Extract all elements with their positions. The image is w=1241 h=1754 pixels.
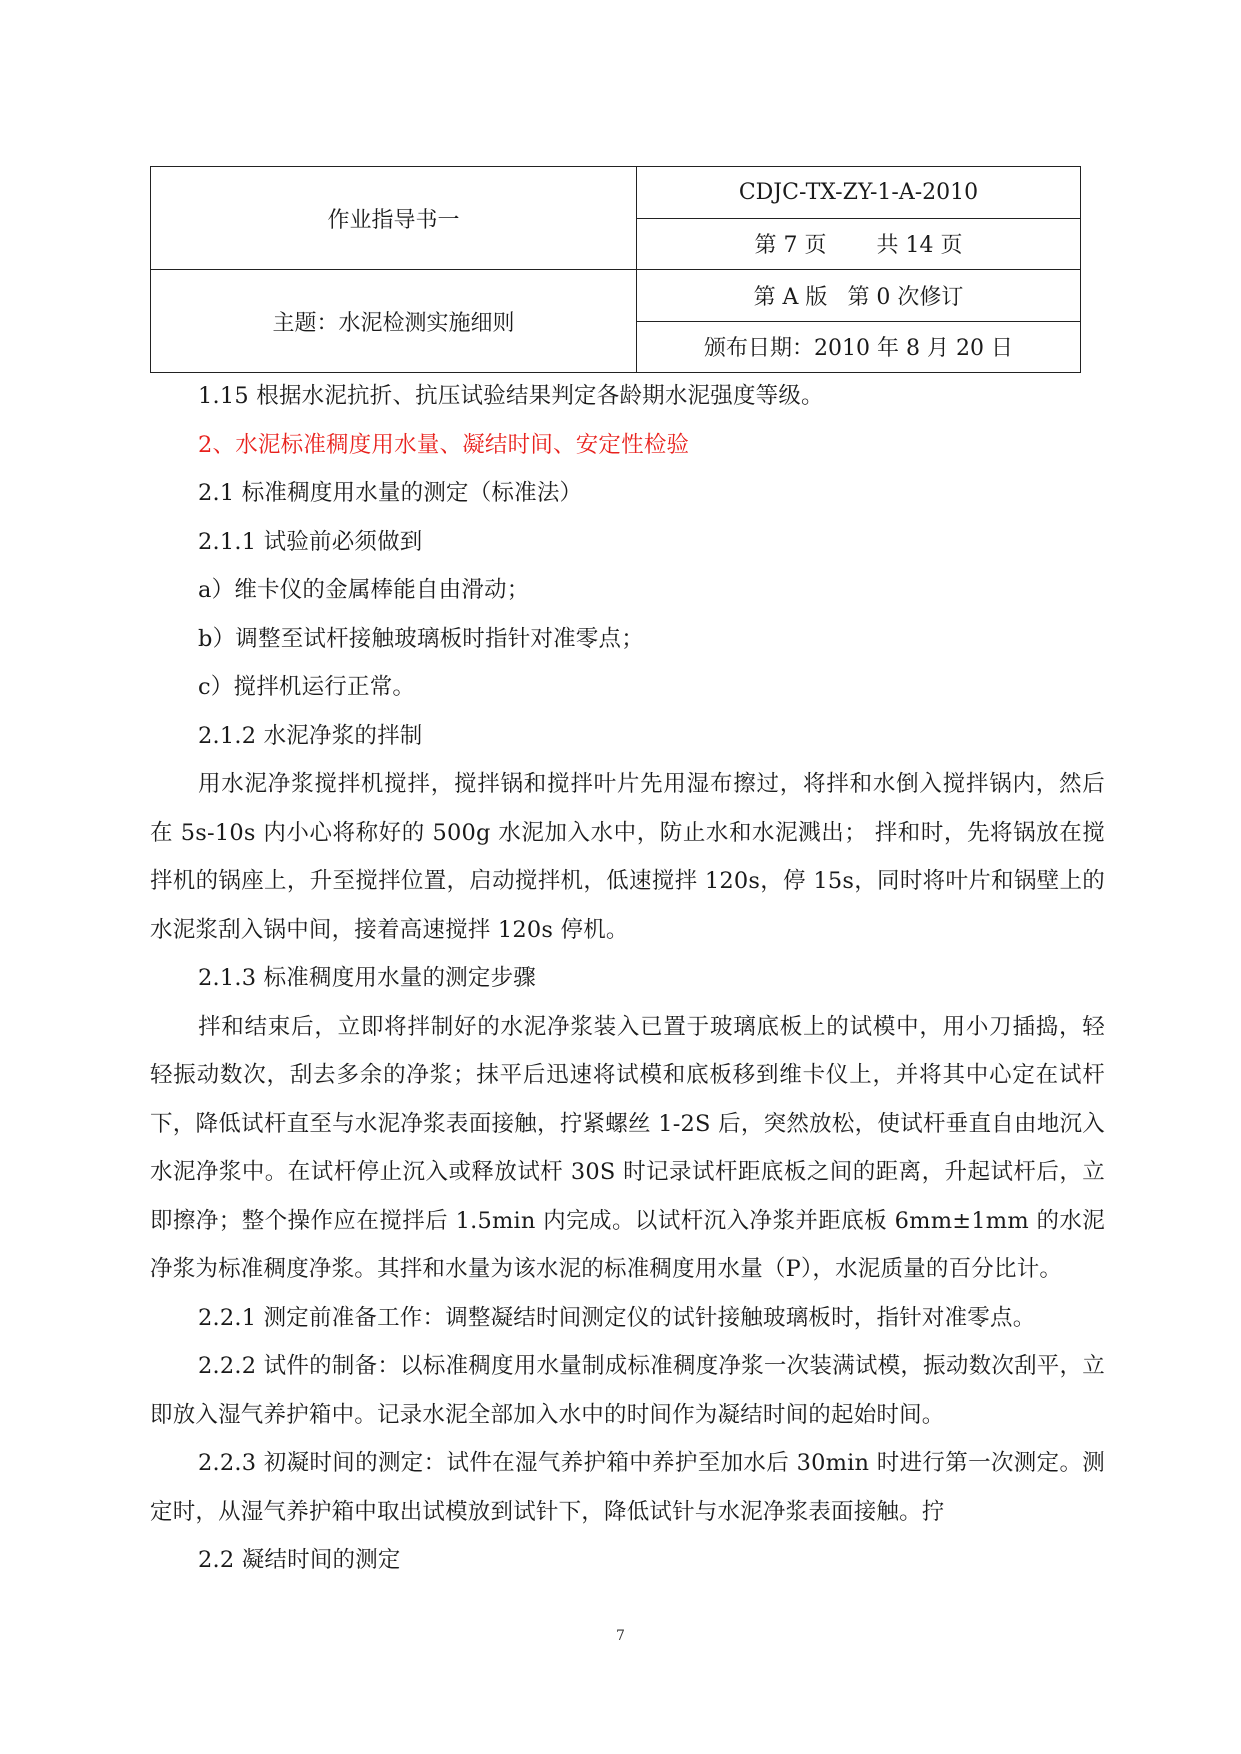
document-header-table <box>150 166 1081 373</box>
paragraph-1-15: 1.15 根据水泥抗折、抗压试验结果判定各龄期水泥强度等级。 <box>198 383 824 409</box>
document-body <box>150 372 1105 1585</box>
paragraph-2-2-3: 2.2.3 初凝时间的测定：试件在湿气养护箱中养护至加水后 30min 时进行第一次测定。测定时，从湿气养护箱中取出试模放到试针下，降低试针与水泥净浆表面接触。拧 <box>150 1450 1105 1525</box>
paragraph-mixing: 用水泥净浆搅拌机搅拌，搅拌锅和搅拌叶片先用湿布擦过，将拌和水倒入搅拌锅内，然后在 5s-10s 内小心将称好的 500g 水泥加入水中，防止水和水泥溅出； 拌和时，先将锅放在搅拌机的锅座上，升至搅拌位置，启动搅拌机，低速搅拌 120s，停 15s，同时将叶片和锅壁上的水泥浆刮入锅中间，接着高速搅拌 120s 停机。 <box>150 771 1105 943</box>
list-item-a: a）维卡仪的金属棒能自由滑动； <box>198 577 530 603</box>
doc-code: CDJC-TX-ZY-1-A-2010 <box>637 167 1081 219</box>
revision-label: 第 0 次修订 <box>847 284 964 310</box>
page-label: 第 7 页 <box>754 233 827 259</box>
issue-date: 颁布日期：2010 年 8 月 20 日 <box>637 321 1081 373</box>
section-2-2-heading: 2.2 凝结时间的测定 <box>198 1547 401 1573</box>
total-pages-label: 共 14 页 <box>876 233 963 259</box>
section-2-1-2-heading: 2.1.2 水泥净浆的拌制 <box>198 722 423 749</box>
doc-title: 作业指导书一 <box>151 167 637 270</box>
paragraph-measurement: 拌和结束后，立即将拌制好的水泥净浆装入已置于玻璃底板上的试模中，用小刀插捣，轻轻振动数次，刮去多余的净浆；抹平后迅速将试模和底板移到维卡仪上，并将其中心定在试杆下，降低试杆直至与水泥净浆表面接触，拧紧螺丝 1-2S 后，突然放松，使试杆垂直自由地沉入水泥净浆中。在试杆停止沉入或释放试杆 30S 时记录试杆距底板之间的距离，升起试杆后，立即擦净；整个操作应在搅拌后 1.5min 内完成。以试杆沉入净浆并距底板 6mm±1mm 的水泥净浆为标准稠度净浆。其拌和水量为该水泥的标准稠度用水量（P），水泥质量的百分比计。 <box>150 1013 1105 1282</box>
list-item-b: b）调整至试杆接触玻璃板时指针对准零点； <box>198 625 644 652</box>
version-info <box>637 270 1081 322</box>
page-number: 7 <box>616 1628 625 1644</box>
paragraph-2-2-2: 2.2.2 试件的制备：以标准稠度用水量制成标准稠度净浆一次装满试模，振动数次刮平，立即放入湿气养护箱中。记录水泥全部加入水中的时间作为凝结时间的起始时间。 <box>150 1353 1105 1428</box>
section-2-1-1-heading: 2.1.1 试验前必须做到 <box>198 528 423 555</box>
section-2-heading: 2、水泥标准稠度用水量、凝结时间、安定性检验 <box>198 431 690 458</box>
list-item-c: c）搅拌机运行正常。 <box>198 674 416 700</box>
doc-subject: 主题：水泥检测实施细则 <box>151 270 637 373</box>
paragraph-2-2-1: 2.2.1 测定前准备工作：调整凝结时间测定仪的试针接触玻璃板时，指针对准零点。 <box>198 1304 1036 1331</box>
section-2-1-3-heading: 2.1.3 标准稠度用水量的测定步骤 <box>198 965 537 991</box>
version-label: 第 A 版 <box>753 284 828 310</box>
page-info <box>637 218 1081 270</box>
section-2-1-heading: 2.1 标准稠度用水量的测定（标准法） <box>198 480 583 506</box>
